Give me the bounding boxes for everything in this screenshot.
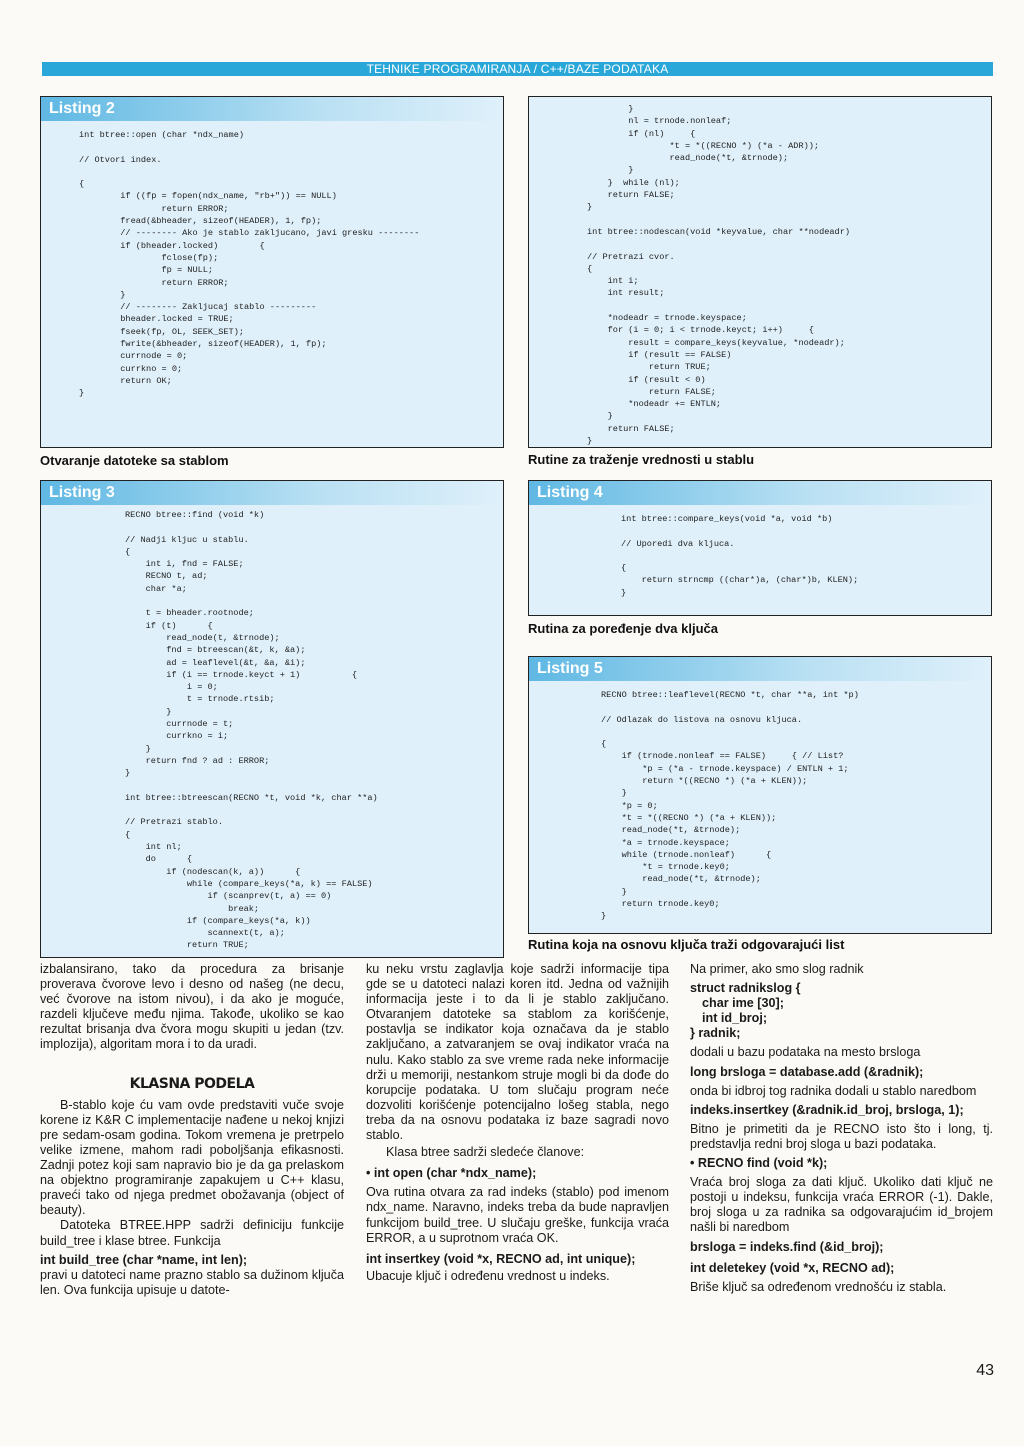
page-number: 43: [976, 1362, 994, 1379]
paragraph: Bitno je primetiti da je RECNO isto što i long, tj. predstavlja redni broj sloga u bazi podataka.: [690, 1121, 993, 1151]
listing-4-box: [528, 480, 992, 616]
paragraph: izbalansirano, tako da procedura za brisanje proverava čvorove levo i desno od našeg (ne decu, već čvorove na istom nivou), i da ako je moguće, razdeli ključeve među njima. Takođe, ukoliko se kao rezultat brisanja dva čvora mogu skupiti u jedan (tzv. implozija), algoritam mora i to da uradi.: [40, 962, 344, 1052]
listing-1-continuation-box: [528, 96, 992, 448]
listing-2-title: Listing 2: [49, 100, 115, 117]
section-heading: KLASNA PODELA: [129, 1075, 255, 1092]
code-line: int build_tree (char *name, int len);: [40, 1252, 248, 1267]
listing-5-caption: Rutina koja na osnovu ključa traži odgovarajući list: [528, 937, 845, 952]
paragraph: dodali u bazu podataka na mesto brsloga: [690, 1045, 921, 1060]
paragraph: pravi u datoteci name prazno stablo sa dužinom ključa len. Ova funkcija upisuje u datote-: [40, 1267, 344, 1297]
text-column-1: [40, 962, 344, 1298]
listing-4-code: int btree::compare_keys(void *a, void *b) // Uporedi dva kljuca. { return strncmp ((char*)a, (char*)b, KLEN); }: [621, 514, 859, 598]
listing-2-box: [40, 96, 504, 448]
listing-3-header: [41, 481, 503, 505]
paragraph: Ova rutina otvara za rad indeks (stablo) pod imenom ndx_name. Naravno, indeks treba da bude napravljen funkcijom build_tree. U slučaju greške, funkcija vraća ERROR, a u suprotnom vraća OK.: [366, 1185, 669, 1245]
code-line: int deletekey (void *x, RECNO ad);: [690, 1260, 895, 1275]
member-bullet: • RECNO find (void *k);: [690, 1156, 993, 1171]
listing-5-code: RECNO btree::leaflevel(RECNO *t, char **a, int *p) // Odlazak do listova na osnovu kljuca. { if (trnode.nonleaf == FALSE) { // List? *p = (*a - trnode.keyspace) / ENTLN + 1; return *((RECNO *) (*a + KLEN)); } *p = 0; *t = *((RECNO *) (*a + KLEN)); read_node(*t, &trnode); *a = trnode.keyspace; while (trnode.nonleaf) { *t = trnode.key0; read_node(*t, &trnode); } return trnode.key0; }: [601, 690, 859, 922]
listing-1-continuation-code: } nl = trnode.nonleaf; if (nl) { *t = *((RECNO *) (*a - ADR)); read_node(*t, &trnode); } } while (nl); return FALSE; } int btree::nodescan(void *keyvalue, char **nodeadr) // Pretrazi cvor. { int i; int result; *nodeadr = trnode.keyspace; for (i = 0; i < trnode.keyct; i++) { result = compare_keys(keyvalue, *nodeadr); if (result == FALSE) return TRUE; if (result < 0) return FALSE; *nodeadr += ENTLN; } return FALSE; }: [587, 104, 851, 447]
listing-4-caption: Rutina za poređenje dva ključa: [528, 621, 718, 636]
listing-3-title: Listing 3: [49, 484, 115, 501]
code-line: int insertkey (void *x, RECNO ad, int unique);: [366, 1251, 636, 1266]
code-line: struct radnikslog {: [690, 981, 801, 996]
text-column-2: [366, 962, 669, 1284]
listing-2-header: [41, 97, 503, 121]
code-line: int id_broj;: [702, 1011, 768, 1026]
listing-2-code: int btree::open (char *ndx_name) // Otvori index. { if ((fp = fopen(ndx_name, "rb+")) == NULL) return ERROR; fread(&bheader, sizeof(HEADER), 1, fp); // -------- Ako je stablo zakljucano, javi gresku -------- if (bheader.locked) { fclose(fp); fp = NULL; return ERROR; } // -------- Zakljucaj stablo --------- bheader.locked = TRUE; fseek(fp, OL, SEEK_SET); fwrite(&bheader, sizeof(HEADER), 1, fp); currnode = 0; currkno = 0; return OK; }: [79, 130, 420, 399]
paragraph: Vraća broj sloga za dati ključ. Ukoliko dati ključ ne postoji u indeksu, funkcija vraća ERROR (-1). Dakle, broj sloga u za radnika sa odgovarajućim id_brojem našli bi naredbom: [690, 1175, 993, 1235]
listing-5-box: [528, 656, 992, 934]
text-column-3: [690, 962, 993, 1295]
paragraph: Briše ključ sa određenom vrednošću iz stabla.: [690, 1279, 947, 1294]
listing-4-title: Listing 4: [537, 484, 603, 501]
paragraph: ku neku vrstu zaglavlja koje sadrži informacije tipa gde se u datoteci nalazi koren itd. Jedna od važnijih informacija jeste i to da li je stablo zaključano. Otvaranjem datoteke sa stablom za korišćenje, postavlja se indikator koja označava da je stablo zaključano, a zatvaranjem se ovaj indikator vraća na nulu. Kako stablo za sve vreme rada neke informacije drži u memoriji, nestankom struje mogli bi da dođe do korupcije podataka. U tom slučaju program neće dozvoliti korišćenje potencijalno lošeg stabla, nego treba da na osnovu podataka iz baze sagradi novo stablo.: [366, 962, 669, 1143]
listing-5-header: [529, 657, 991, 681]
code-line: indeks.insertkey (&radnik.id_broj, brsloga, 1);: [690, 1102, 964, 1117]
listing-5-title: Listing 5: [537, 660, 603, 677]
code-line: long brsloga = database.add (&radnik);: [690, 1064, 924, 1079]
paragraph: Datoteka BTREE.HPP sadrži definiciju funkcije build_tree i klase btree. Funkcija: [40, 1218, 344, 1248]
member-bullet: • int open (char *ndx_name);: [366, 1166, 669, 1181]
code-line: brsloga = indeks.find (&id_broj);: [690, 1239, 884, 1254]
listing-2-caption: Otvaranje datoteke sa stablom: [40, 453, 229, 468]
listing-4-header: [529, 481, 991, 505]
paragraph: onda bi idbroj tog radnika dodali u stablo naredbom: [690, 1083, 977, 1098]
section-header-bar: TEHNIKE PROGRAMIRANJA / C++/BAZE PODATAKA: [42, 62, 993, 76]
code-line: char ime [30];: [702, 996, 784, 1011]
code-line: } radnik;: [690, 1026, 741, 1041]
paragraph: Klasa btree sadrži sledeće članove:: [386, 1145, 585, 1160]
paragraph: Na primer, ako smo slog radnik: [690, 962, 864, 976]
paragraph: Ubacuje ključ i određenu vrednost u indeks.: [366, 1268, 610, 1283]
listing-3-box: [40, 480, 504, 958]
paragraph: B-stablo koje ću vam ovde predstaviti vuče svoje korene iz K&R C implementacije nađene u nekoj knjizi pre sedam-osam godina. Tokom vremena je pretrpelo velike izmene, mahom radi poboljšanja efikasnosti. Zadnji potez koji sam napravio bio je da ga prelaskom na objektno programiranje zapakujem u C++ klasu, praveći tako od njega predmet obožavanja (object of beauty).: [40, 1097, 344, 1218]
listing-3-code: RECNO btree::find (void *k) // Nadji kljuc u stablu. { int i, fnd = FALSE; RECNO t, ad; char *a; t = bheader.rootnode; if (t) { read_node(t, &trnode); fnd = btreescan(&t, k, &a); ad = leaflevel(&t, &a, &i); if (i == trnode.keyct + 1) { i = 0; t = trnode.rtsib; } currnode = t; currkno = i; } return fnd ? ad : ERROR; } int btree::btreescan(RECNO *t, void *k, char **a) // Pretrazi stablo. { int nl; do { if (nodescan(k, a)) { while (compare_keys(*a, k) == FALSE) if (scanprev(t, a) == 0) break; if (compare_keys(*a, k)) scannext(t, a); return TRUE;: [125, 510, 378, 951]
listing-1-caption: Rutine za traženje vrednosti u stablu: [528, 452, 755, 467]
